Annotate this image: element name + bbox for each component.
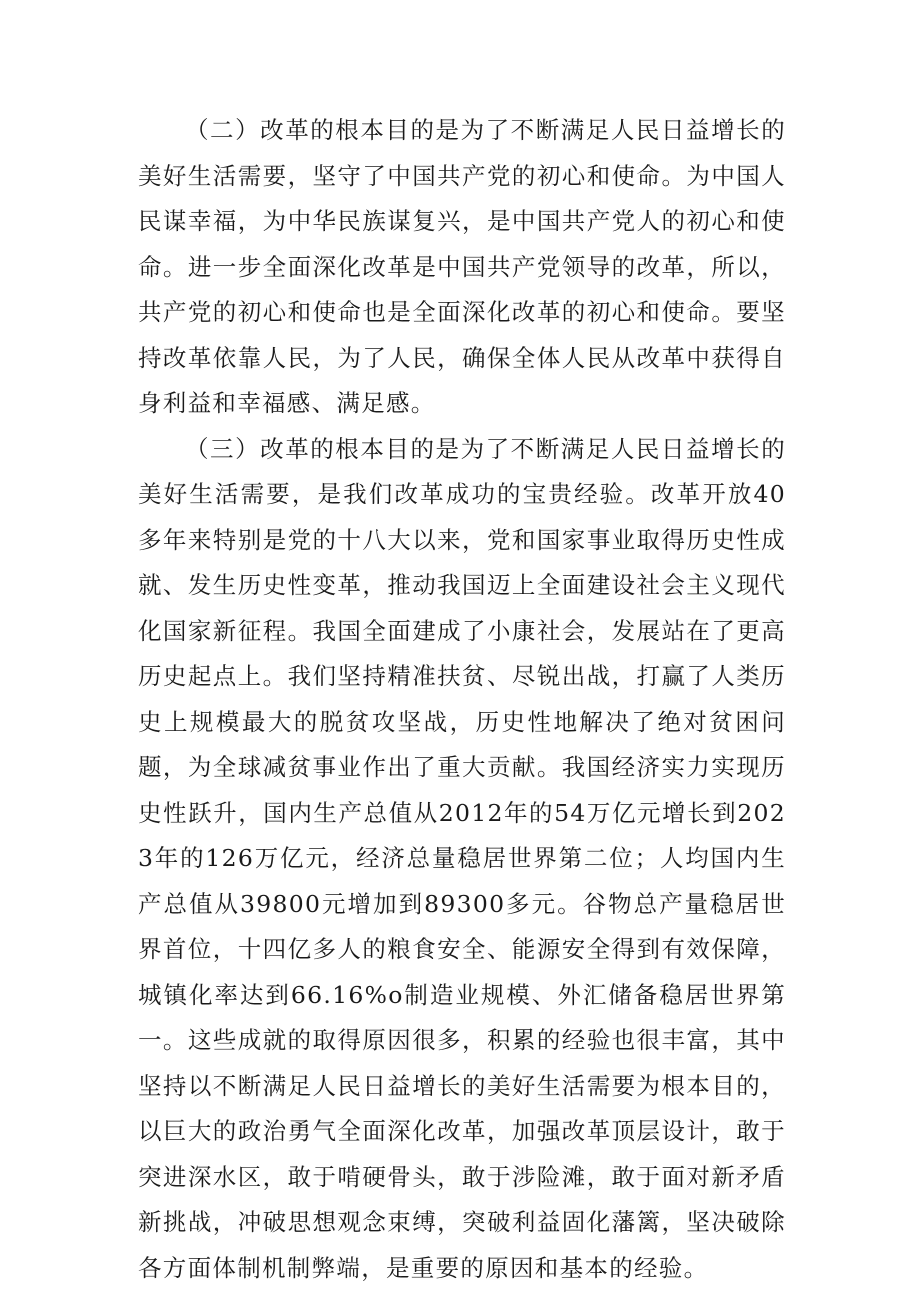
paragraph-3: （三）改革的根本目的是为了不断满足人民日益增长的美好生活需要，是我们改革成功的宝贵经验。改革开放40多年来特别是党的十八大以来，党和国家事业取得历史性成就、发生历史性变革，推动我国迈上全面建设社会主义现代化国家新征程。我国全面建成了小康社会，发展站在了更高历史起点上。我们坚持精准扶贫、尽锐出战，打赢了人类历史上规模最大的脱贫攻坚战，历史性地解决了绝对贫困问题，为全球减贫事业作出了重大贡献。我国经济实力实现历史性跃升，国内生产总值从2012年的54万亿元增长到2023年的126万亿元，经济总量稳居世界第二位；人均国内生产总值从39800元增加到89300多元。谷物总产量稳居世界首位，十四亿多人的粮食安全、能源安全得到有效保障，城镇化率达到66.16%o制造业规模、外汇储备稳居世界第一。这些成就的取得原因很多，积累的经验也很丰富，其中坚持以不断满足人民日益增长的美好生活需要为根本目的，以巨大的政治勇气全面深化改革，加强改革顶层设计，敢于突进深水区，敢于啃硬骨头，敢于涉险滩，敢于面对新矛盾新挑战，冲破思想观念束缚，突破利益固化藩篱，坚决破除各方面体制机制弊端，是重要的原因和基本的经验。 bbox=[138, 434, 786, 1282]
document-body bbox=[138, 108, 786, 1291]
paragraph-2: （二）改革的根本目的是为了不断满足人民日益增长的美好生活需要，坚守了中国共产党的初心和使命。为中国人民谋幸福，为中华民族谋复兴，是中国共产党人的初心和使命。进一步全面深化改革是中国共产党领导的改革，所以，共产党的初心和使命也是全面深化改革的初心和使命。要坚持改革依靠人民，为了人民，确保全体人民从改革中获得自身利益和幸福感、满足感。 bbox=[138, 116, 786, 417]
